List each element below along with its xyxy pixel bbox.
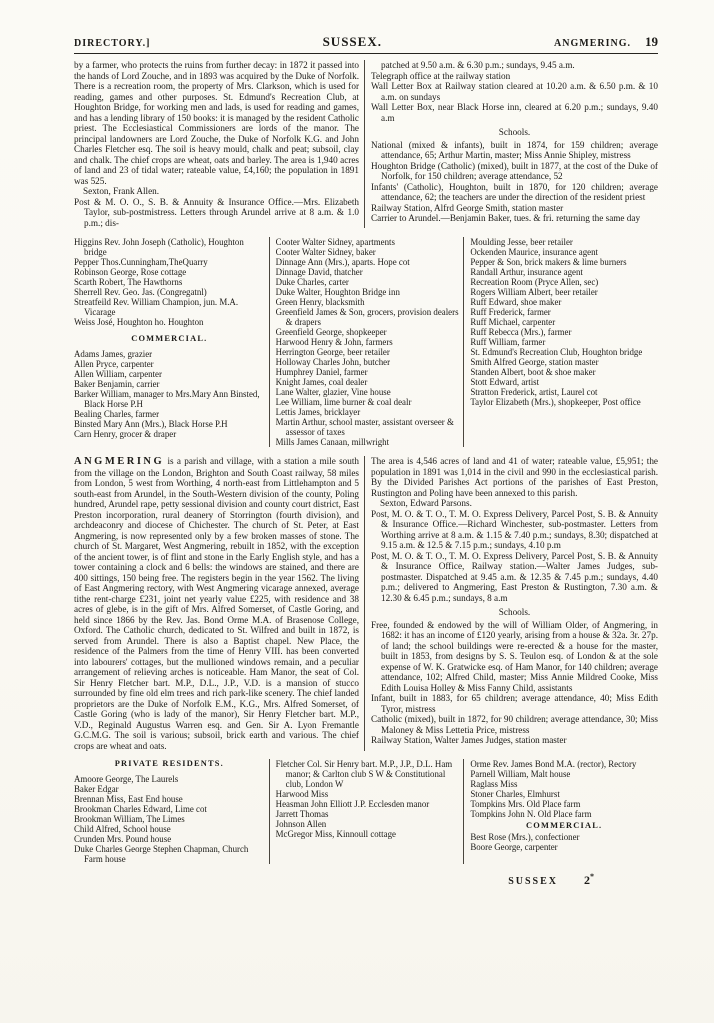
directory-entry: Adams James, grazier: [74, 349, 153, 359]
gazetteer-section: [74, 456, 658, 751]
resident-entry: Jarrett Thomas: [275, 809, 329, 819]
directory-entry: Standen Albert, boot & shoe maker: [470, 367, 596, 377]
header-page-number: 19: [645, 34, 658, 49]
page-header: [74, 34, 658, 50]
private-residents-col2: [276, 759, 464, 839]
directory-entry: Sherrell Rev. Geo. Jas. (Congregatnl): [74, 287, 207, 297]
angmering-description: is a parish and village, with a station a mile south from the village on the London, Brighton and South Coast railway, 58 miles from London, 5 west from Worthing, 4 north-east from Littlehampton and 5 south-east from Arundel, in the South-Western division of the county, Poling hundred, Arundel rape, petty sessional division and county court district, East Preston incorporation, rural deanery of Storrington (fourth division), and archdeaconry and diocese of Chichester. The church of St. Peter, at East Angmering, is now represented only by a few broken masses of stone. The church of St. Margaret, West Angmering, rebuilt in 1852, with the exception of the ancient tower, is of flint and stone in the Early English style, and has a tower containing a clock and 6 bells: the windows are stained, and there are 400 sittings, 150 being free. The registers begin in the year 1562. The living of East Angmering rectory, with West Angmering vicarage annexed, average tithe rent-charge £231, joint net yearly value £225, with residence and 38 acres of glebe, is in the gift of Mrs. Alfred Somerset, of Castle Goring, and held since 1866 by the Rev. Jas. Bond Orme M.A. of Brasenose College, Oxford. The Catholic church, dedicated to St. Wilfred and built in 1872, is served from Arundel. There is also a Baptist chapel. New Place, the residence of the Palmers from the time of Henry VIII. has been converted into labourers' cottages, but the mullioned windows remain, and a peculiar arrangement of relieving arches is noticeable. Ham Manor, the seat of Col. Sir Henry Fletcher bart. M.P., D.L., J.P., V.D. is a mansion of stucco surrounded by fine old elm trees and rich park-like scenery. The chief landed proprietors are the Duke of Norfolk E.M., K.G., Mrs. Alfred Somerset, of Castle Goring (who is lady of the manor), Sir Henry Fletcher bart. M.P., V.D., Reginald Augustus Warren esq. and Gen. Sir A. Lyon Fremantle G.C.M.G. The soil is various; subsoil, brick earth and various. The chief crops are wheat and oats.: [74, 456, 360, 751]
commercial-entry: Boore George, carpenter: [470, 842, 558, 852]
directory-entry: Martin Arthur, school master, assistant overseer & assessor of taxes: [275, 417, 454, 437]
school-entry: Catholic (mixed), built in 1872, for 90 children; average attendance, 30; Miss Maloney & Miss Lettetia Price, mistress: [371, 714, 658, 735]
directory-entry: Barker William, manager to Mrs.Mary Ann Binsted, Black Horse P.H: [74, 389, 260, 409]
directory-list-section: [74, 237, 658, 447]
directory-entry: St. Edmund's Recreation Club, Houghton bridge: [470, 347, 643, 357]
directory-entry: Stott Edward, artist: [470, 377, 540, 387]
directory-entry: Dinnage David, thatcher: [275, 267, 363, 277]
gazetteer-left-column: [74, 456, 364, 751]
directory-entry: Robinson George, Rose cottage: [74, 267, 187, 277]
post-office-paragraph-1: Post, M. O. & T. O., T. M. O. Express Delivery, Parcel Post, S. B. & Annuity & Insurance Office.—Richard Winchester, sub-postmaster. Letters from Worthing arrive at 8 a.m. & 1.15 & 7.40 p.m.; sundays, 8.30; dispatched at 9.15 a.m. & 12.5 & 7.15 p.m.; sundays, 4.10 p.m: [371, 508, 658, 550]
directory-column-3: [463, 237, 658, 447]
directory-entry: Harwood Henry & John, farmers: [275, 337, 393, 347]
residents-column-2: [269, 759, 464, 864]
residents-section: [74, 759, 658, 864]
top-right-column: [364, 60, 658, 228]
directory-entry: Green Henry, blacksmith: [275, 297, 365, 307]
directory-entry: Scarth Robert, The Hawthorns: [74, 277, 183, 287]
schools-heading-2: Schools.: [498, 607, 531, 617]
telegraph-line: Telegraph office at the railway station: [371, 70, 511, 81]
directory-entry: Ruff Michael, carpenter: [470, 317, 556, 327]
top-section: [74, 60, 658, 228]
directory-entry: Higgins Rev. John Joseph (Catholic), Houghton bridge: [74, 237, 244, 257]
directory-entry: Stratton Frederick, artist, Laurel cot: [470, 387, 598, 397]
private-residents-col3: [470, 759, 658, 819]
directory-entry: Randall Arthur, insurance agent: [470, 267, 583, 277]
commercial-heading: COMMERCIAL.: [131, 334, 208, 343]
directory-entry: Ruff Frederick, farmer: [470, 307, 551, 317]
commercial-heading-2: COMMERCIAL.: [526, 821, 603, 830]
directory-entry: Carn Henry, grocer & draper: [74, 429, 177, 439]
commercial-list: [74, 349, 265, 439]
school-entry: Free, founded & endowed by the will of William Older, of Angmering, in 1682: it has an income of £120 yearly, arising from a house & 32a. 3r. 27p. of land; the school buildings were re-erected & a house for the master, built in 1853, from designs by S. S. Teulon esq. of London & at the sole expense of W. K. Gratwicke esq. of Ham Manor, for 140 children; average attendance, 102; Alfred Child, master; Miss Annie Mildred Cooke, Miss Edith Louisa Holley & Miss Fanny Child, assistants: [371, 619, 658, 693]
post-office-paragraph: Post & M. O. O., S. B. & Annuity & Insurance Office.—Mrs. Elizabeth Taylor, sub-postmistress. Letters through Arundel arrive at 8 a.m. & 1.0 p.m.; dis-: [74, 196, 359, 228]
directory-entry: Cooter Walter Sidney, apartments: [275, 237, 395, 247]
directory-column-2: [269, 237, 464, 447]
schools-heading: Schools.: [498, 127, 531, 137]
signature-number: 2*: [584, 872, 594, 887]
directory-entry: Ockenden Maurice, insurance agent: [470, 247, 598, 257]
resident-entry: Tompkins Mrs. Old Place farm: [470, 799, 581, 809]
trades-list-col3: [470, 237, 658, 407]
directory-entry: Ruff William, farmer: [470, 337, 546, 347]
directory-entry: Ruff Edward, shoe maker: [470, 297, 562, 307]
sexton-line-2: Sexton, Edward Parsons.: [380, 498, 472, 508]
resident-entry: Raglass Miss: [470, 779, 518, 789]
directory-entry: Taylor Elizabeth (Mrs.), shopkeeper, Post office: [470, 397, 641, 407]
directory-entry: Lettis James, bricklayer: [275, 407, 361, 417]
resident-entry: Orme Rev. James Bond M.A. (rector), Rectory: [470, 759, 637, 769]
residents-column-3: [463, 759, 658, 864]
commercial-entry: Best Rose (Mrs.), confectioner: [470, 832, 580, 842]
directory-entry: Streatfeild Rev. William Champion, jun. M.A. Vicarage: [74, 297, 239, 317]
school-entry: National (mixed & infants), built in 1874, for 159 children; average attendance, 65; Arthur Martin, master; Miss Annie Shipley, mistress: [371, 139, 658, 160]
resident-entry: Brookman William, The Limes: [74, 814, 185, 824]
resident-entry: Crunden Mrs. Pound house: [74, 834, 172, 844]
carrier-line: Carrier to Arundel.—Benjamin Baker, tues. & fri. returning the same day: [371, 213, 641, 223]
school-entry: Infant, built in 1883, for 65 children; average attendance, 40; Miss Edith Tyror, mistress: [371, 693, 658, 714]
header-place-text: ANGMERING.: [554, 38, 631, 49]
directory-entry: Mills James Canaan, millwright: [275, 437, 390, 447]
directory-entry: Recreation Room (Pryce Allen, sec): [470, 277, 599, 287]
directory-entry: Knight James, coal dealer: [275, 377, 368, 387]
wall-letter-box-2: Wall Letter Box, near Black Horse inn, cleared at 6.20 p.m.; sundays, 9.40 a.m: [371, 102, 658, 123]
resident-entry: Fletcher Col. Sir Henry bart. M.P., J.P., D.L. Ham manor; & Carlton club S W & Constitutional club, London W: [275, 759, 453, 789]
resident-entry: Brennan Miss, East End house: [74, 794, 183, 804]
signature-word: SUSSEX: [508, 876, 558, 887]
header-place-label: [554, 34, 658, 50]
post-office-paragraph-2: Post, M. O. & T. O., T. M. O. Express Delivery, Parcel Post, S. B. & Annuity & Insurance Office, Railway station.—Walter James Judges, sub-postmaster. Dispatched at 9.45 a.m. & 12.35 & 7.45 p.m.; sundays, 4.40 p.m.; delivered to Angmering, East Preston & Rustington, 7.30 a.m. & 12.30 & 6.45 p.m.; sundays, 8 a.m: [371, 550, 658, 603]
parish-description-continued: by a farmer, who protects the ruins from further decay: in 1872 it passed into the hands of Lord Zouche, and in 1893 was acquired by the Duke of Norfolk. There is a recreation room, the property of Mrs. Clarkson, which is used for reading, games and other purposes. St. Edmund's Recreation Club, at Houghton Bridge, for working men and lads, is used for reading and games, and has a lending library of 150 books: it is managed by the resident Catholic priest. The Ecclesiastical Commissioners are lords of the manor. The principal landowners are Lord Zouche, the Duke of Norfolk K.G. and John Charles Fletcher esq. The soil is heavy mould, chalk and peat; subsoil, clay and chalk. The chief crops are wheat, oats and barley. The area is 1,940 acres of land and 23 of tidal water; rateable value, £4,160; the population in 1891 was 525.: [74, 60, 359, 186]
signature-star: *: [590, 872, 594, 881]
resident-entry: Johnson Allen: [275, 819, 327, 829]
resident-entry: Baker Edgar: [74, 784, 119, 794]
directory-entry: Rogers William Albert, beer retailer: [470, 287, 598, 297]
page-signature: [74, 872, 658, 888]
sexton-line: Sexton, Frank Allen.: [83, 186, 160, 196]
header-county-title: SUSSEX.: [322, 34, 382, 49]
directory-column-1: [74, 237, 269, 447]
postal-continuation-line: patched at 9.50 a.m. & 6.30 p.m.; sundays, 9.45 a.m.: [381, 60, 575, 70]
angmering-paragraph: [74, 456, 359, 751]
trades-list-col2: [276, 237, 464, 447]
directory-entry: Bealing Charles, farmer: [74, 409, 160, 419]
resident-entry: Child Alfred, School house: [74, 824, 171, 834]
directory-entry: Weiss José, Houghton ho. Houghton: [74, 317, 204, 327]
private-residents-col1: [74, 774, 265, 864]
directory-entry: Allen William, carpenter: [74, 369, 162, 379]
directory-entry: Humphrey Daniel, farmer: [275, 367, 368, 377]
directory-entry: Allen Pryce, carpenter: [74, 359, 154, 369]
resident-entry: Parnell William, Malt house: [470, 769, 571, 779]
header-directory-label: DIRECTORY.]: [74, 38, 151, 49]
directory-entry: Cooter Walter Sidney, baker: [275, 247, 376, 257]
resident-entry: Amoore George, The Laurels: [74, 774, 179, 784]
railway-station-line: Railway Station, Alfrd George Smith, station master: [371, 202, 564, 213]
resident-entry: Stoner Charles, Elmhurst: [470, 789, 560, 799]
directory-entry: Duke Charles, carter: [275, 277, 349, 287]
directory-entry: Binsted Mary Ann (Mrs.), Black Horse P.H: [74, 419, 228, 429]
directory-entry: Greenfield James & Son, grocers, provision dealers & drapers: [275, 307, 459, 327]
directory-entry: Lee William, lime burner & coal dealr: [275, 397, 412, 407]
directory-entry: Smith Alfred George, station master: [470, 357, 599, 367]
resident-entry: Tompkins John N. Old Place farm: [470, 809, 592, 819]
resident-entry: Duke Charles George Stephen Chapman, Church Farm house: [74, 844, 249, 864]
school-entry: Houghton Bridge (Catholic) (mixed), built in 1877, at the cost of the Duke of Norfolk, for 150 children; average attendance, 52: [371, 160, 658, 181]
directory-entry: Duke Walter, Houghton Bridge inn: [275, 287, 400, 297]
directory-entry: Herrington George, beer retailer: [275, 347, 390, 357]
gazetteer-right-column: [364, 456, 658, 751]
directory-entry: Moulding Jesse, beer retailer: [470, 237, 573, 247]
resident-entry: Harwood Miss: [275, 789, 329, 799]
school-entry: Infants' (Catholic), Houghton, built in 1870, for 120 children; average attendance, 62; the teachers are under the direction of the resident priest: [371, 181, 658, 202]
directory-entry: Ruff Rebecca (Mrs.), farmer: [470, 327, 572, 337]
angmering-heading-word: ANGMERING: [74, 456, 165, 467]
directory-entry: Pepper & Son, brick makers & lime burners: [470, 257, 627, 267]
private-residents-heading: PRIVATE RESIDENTS.: [114, 759, 224, 768]
private-residents-list: [74, 237, 265, 327]
directory-entry: Holloway Charles John, butcher: [275, 357, 391, 367]
area-paragraph: The area is 4,546 acres of land and 41 of water; rateable value, £5,951; the population in 1891 was 1,014 in the civil and 990 in the ecclesiastical parish. By the Divided Parishes Act portions of the parishes of East Preston, Rustington and Poling have been annexed to this parish.: [371, 456, 658, 498]
directory-entry: Lane Walter, glazier, Vine house: [275, 387, 391, 397]
directory-entry: Pepper Thos.Cunningham,TheQuarry: [74, 257, 208, 267]
resident-entry: Heasman John Elliott J.P. Ecclesden manor: [275, 799, 430, 809]
header-rule: [74, 53, 658, 54]
directory-entry: Dinnage Ann (Mrs.), aparts. Hope cot: [275, 257, 410, 267]
top-left-column: [74, 60, 364, 228]
residents-column-1: [74, 759, 269, 864]
railway-station-line-2: Railway Station, Walter James Judges, station master: [371, 735, 567, 745]
directory-entry: Greenfield George, shopkeeper: [275, 327, 387, 337]
schools-list-2: [371, 620, 658, 736]
resident-entry: Brookman Charles Edward, Lime cot: [74, 804, 207, 814]
schools-list: [371, 140, 658, 203]
commercial-list-2: [470, 832, 658, 852]
directory-entry: Baker Benjamin, carrier: [74, 379, 160, 389]
resident-entry: McGregor Miss, Kinnoull cottage: [275, 829, 396, 839]
wall-letter-box-1: Wall Letter Box at Railway station cleared at 10.20 a.m. & 6.50 p.m. & 10 a.m. on sundays: [371, 81, 658, 102]
